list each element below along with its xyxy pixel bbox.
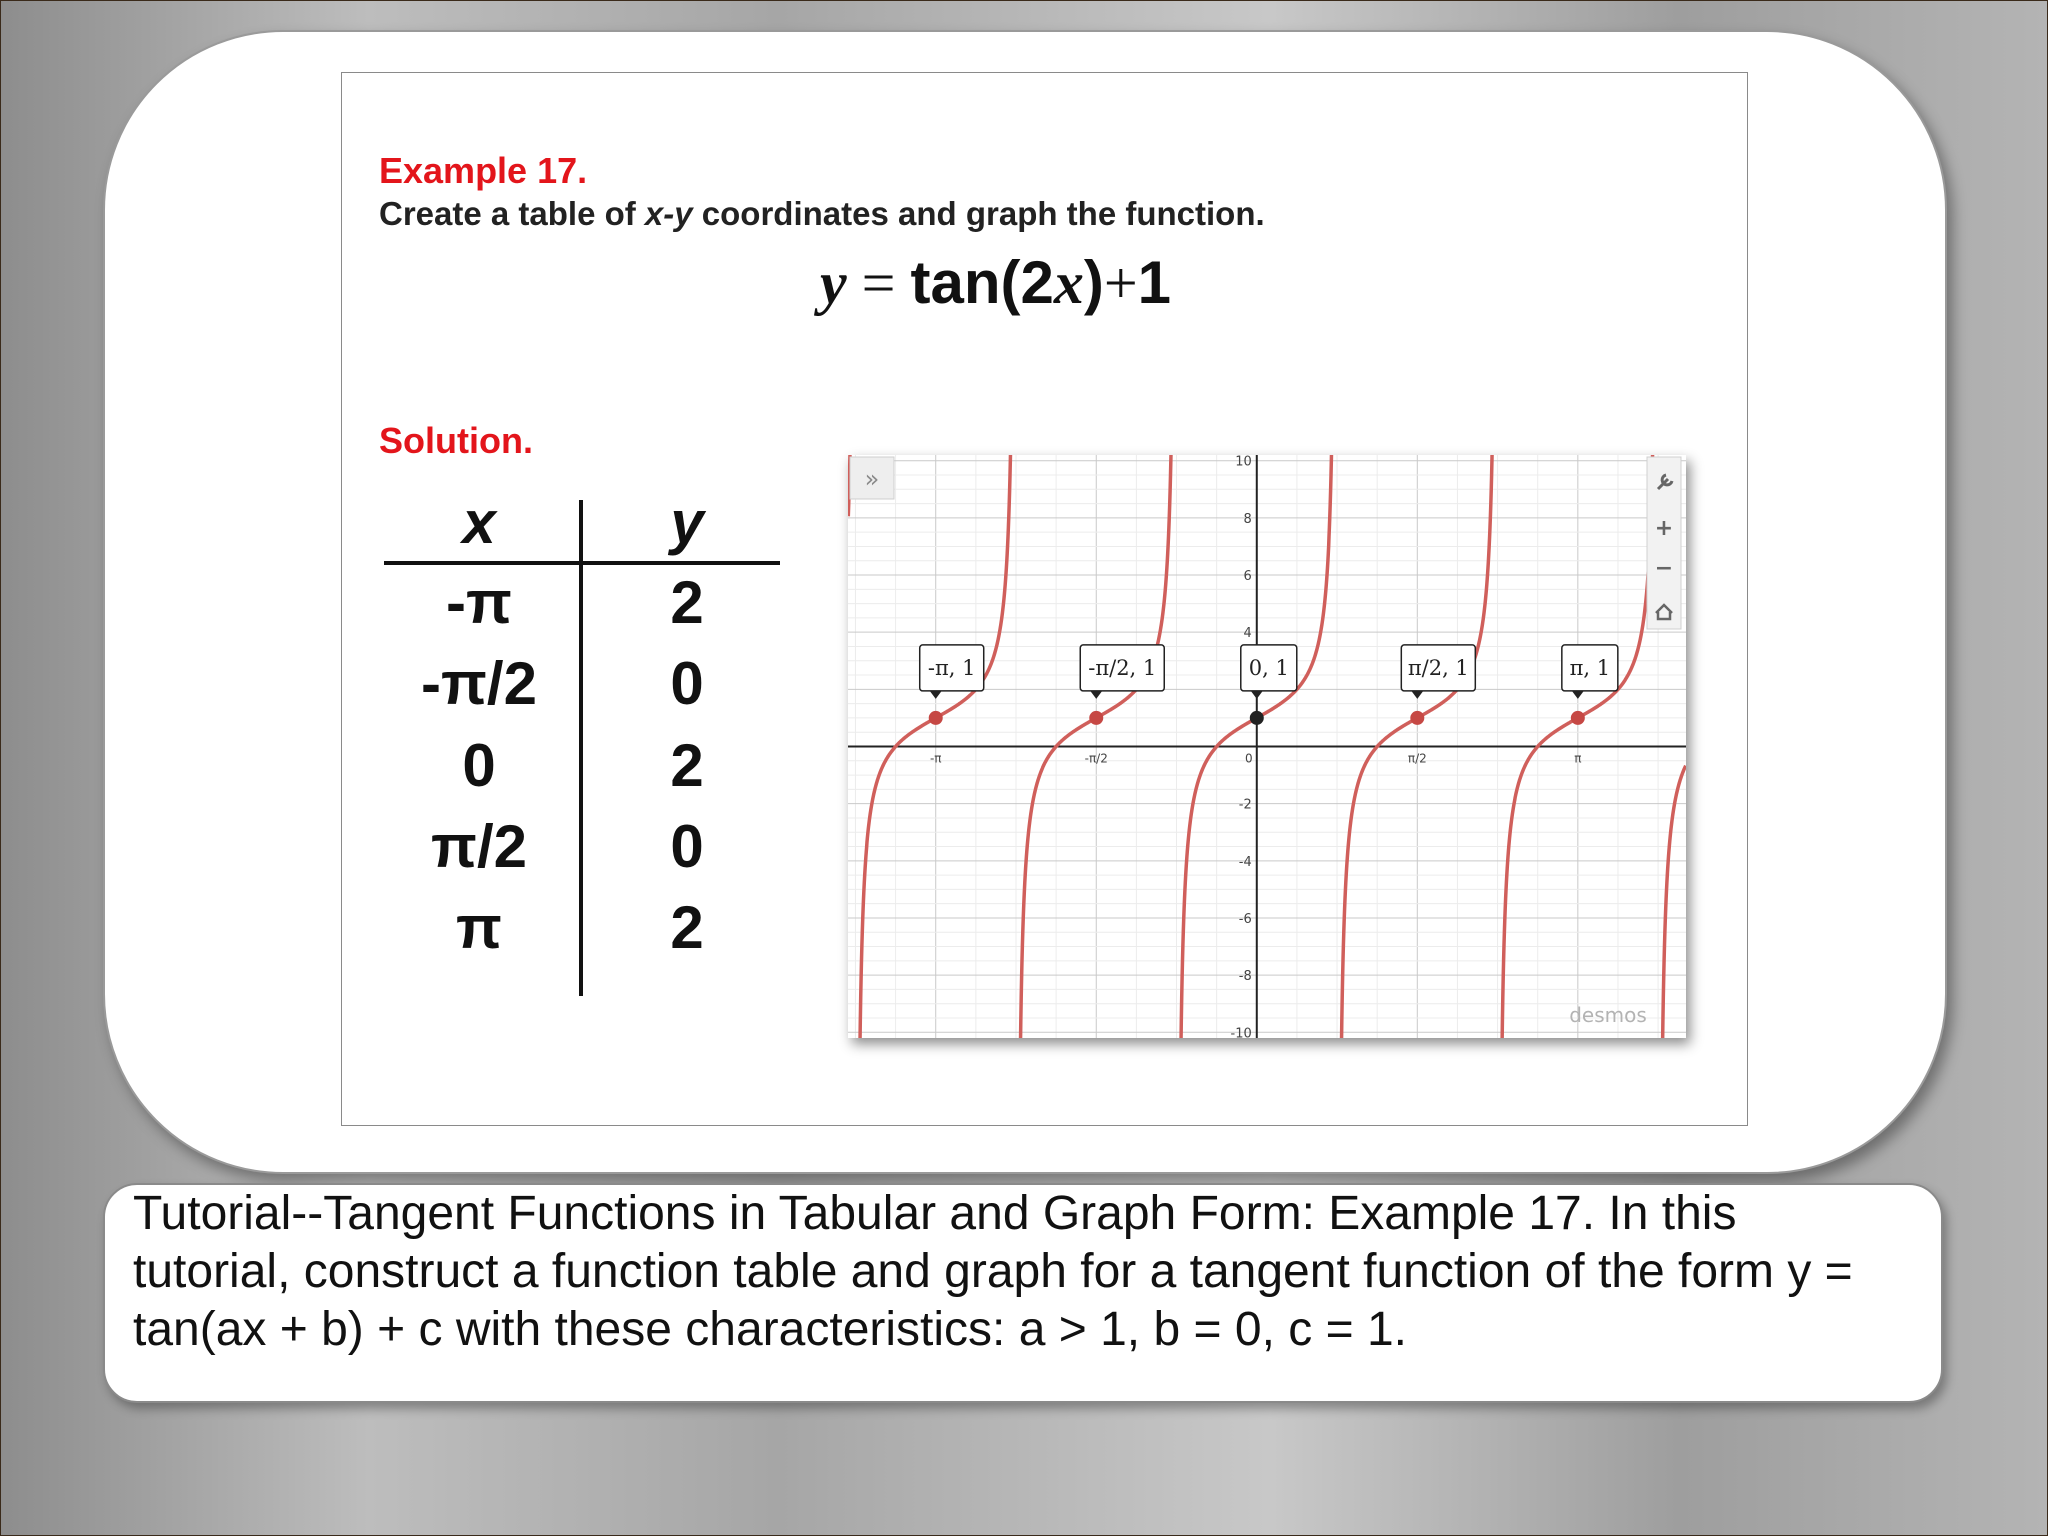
point-marker[interactable]: [1571, 711, 1585, 725]
desmos-graph[interactable]: [848, 455, 1686, 1038]
point-label: π, 1: [1569, 655, 1611, 680]
svg-text:»: »: [864, 465, 880, 493]
xy-table: [382, 488, 782, 1008]
y-tick-label: -2: [1238, 797, 1252, 813]
y-tick-label: -4: [1238, 854, 1252, 870]
caption-box: [103, 1183, 1943, 1403]
x-tick-label: 0: [1244, 751, 1253, 766]
table-row-y: 2: [670, 894, 704, 961]
equation-func: tan(2: [910, 249, 1054, 316]
y-tick-label: 8: [1243, 511, 1252, 527]
point-label: 0, 1: [1248, 655, 1289, 680]
equation-var: x: [1053, 250, 1084, 316]
equation: [820, 248, 1171, 318]
equation-lhs: y: [820, 250, 847, 316]
equation-plus: +: [1103, 250, 1138, 316]
example-title: Example 17.: [379, 150, 588, 191]
table-row-y: 2: [670, 732, 704, 799]
point-label: -π/2, 1: [1088, 655, 1157, 680]
caption-text: Tutorial--Tangent Functions in Tabular and Graph Form: Example 17. In this tutorial, construct a function table and graph for a tangent function of the form y = tan(ax + b) + c with these characteristics: a > 1, b = 0, c = 1.: [133, 1187, 1853, 1356]
graph-toolbar: [1647, 457, 1681, 629]
table-row-x: 0: [462, 732, 496, 799]
graph-canvas[interactable]: [848, 455, 1686, 1038]
x-tick-label: π: [1574, 751, 1582, 766]
table-row-y: 0: [670, 650, 704, 717]
instruction-text: [379, 195, 1265, 233]
y-tick-label: -6: [1238, 911, 1252, 927]
x-tick-label: π/2: [1407, 751, 1427, 766]
instruction-pre: Create a table of: [379, 195, 645, 232]
table-row-y: 0: [670, 813, 704, 880]
y-tick-label: 6: [1243, 569, 1252, 585]
instruction-post: coordinates and graph the function.: [692, 195, 1265, 232]
table-divider-horizontal: [384, 561, 780, 565]
zoom-out-button[interactable]: −: [1654, 556, 1674, 581]
table-row-x: π: [456, 894, 502, 961]
point-marker[interactable]: [1250, 711, 1264, 725]
y-tick-label: 10: [1235, 455, 1252, 470]
y-tick-label: -10: [1230, 1026, 1252, 1038]
table-header-x: x: [462, 489, 496, 556]
table-row-x: π/2: [431, 813, 527, 880]
instruction-var: x-y: [644, 195, 693, 232]
point-marker[interactable]: [1410, 711, 1424, 725]
x-tick-label: -π: [929, 751, 942, 766]
y-tick-label: -8: [1238, 969, 1252, 985]
expand-panel-button[interactable]: [850, 457, 894, 499]
equation-equals: =: [861, 250, 896, 316]
table-row-x: -π/2: [421, 650, 537, 717]
table-divider-vertical: [579, 500, 583, 996]
table-row-y: 2: [670, 569, 704, 636]
table-header-y: y: [670, 489, 704, 556]
point-marker[interactable]: [929, 711, 943, 725]
solution-title: Solution.: [379, 420, 533, 461]
y-tick-label: 4: [1243, 626, 1252, 642]
point-label: -π, 1: [927, 655, 976, 680]
desmos-watermark: desmos: [1569, 1003, 1647, 1027]
x-tick-label: -π/2: [1084, 751, 1108, 766]
equation-close: ): [1083, 249, 1104, 316]
zoom-in-button[interactable]: +: [1654, 516, 1674, 541]
table-row-x: -π: [446, 569, 512, 636]
equation-const: 1: [1137, 249, 1172, 316]
point-label: π/2, 1: [1407, 655, 1469, 680]
point-marker[interactable]: [1089, 711, 1103, 725]
